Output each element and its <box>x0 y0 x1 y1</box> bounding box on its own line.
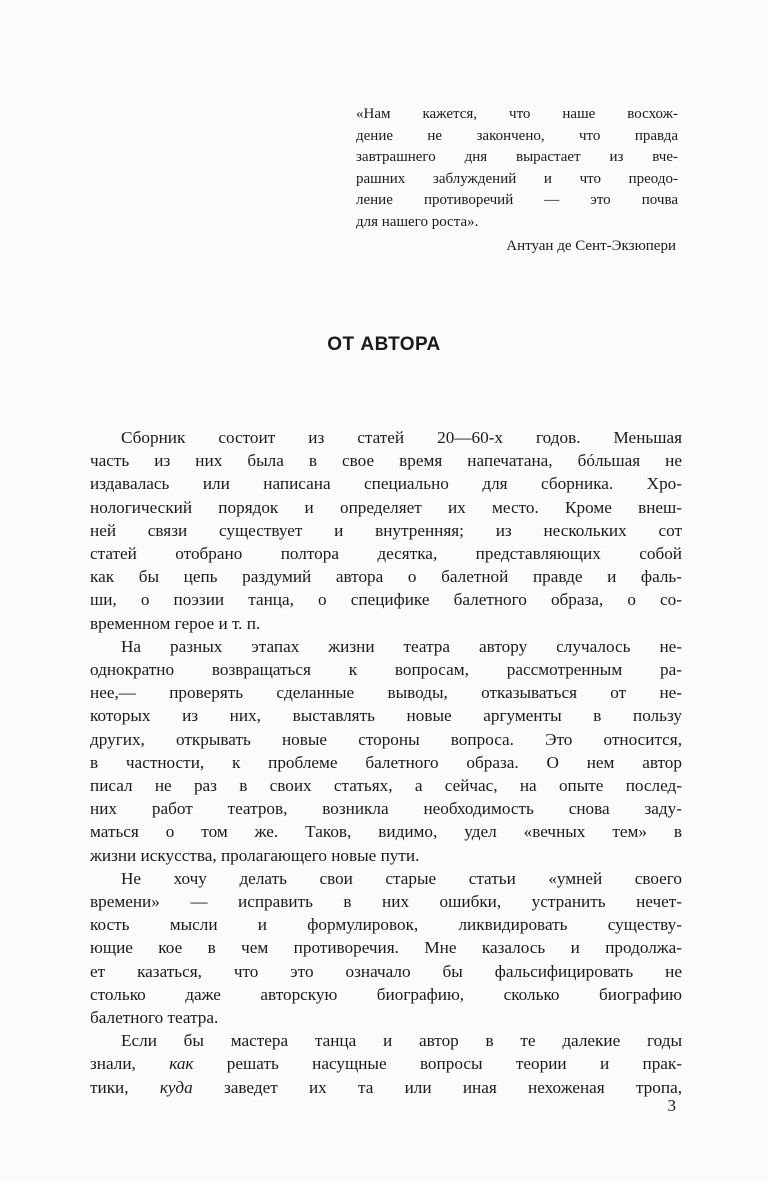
epigraph <box>356 104 678 233</box>
text-line: в частности, к проблеме балетного образа. О нем автор <box>90 752 682 772</box>
text-run: знали, <box>90 1054 170 1074</box>
text-line: Не хочу делать свои старые статьи «умней своего <box>121 868 682 888</box>
text-line: как бы цепь раздумий автора о балетной правде и фаль- <box>90 567 682 587</box>
text-line: На разных этапах жизни театра автору случалось не- <box>121 636 682 656</box>
paragraph <box>90 635 682 867</box>
epigraph-author: Антуан де Сент-Экзюпери <box>506 238 676 254</box>
paragraph <box>90 426 682 635</box>
epigraph-line: «Нам кажется, что наше восхож- <box>356 106 678 122</box>
text-line: которых из них, выставлять новые аргументы в пользу <box>90 706 682 726</box>
text-line: писал не раз в своих статьях, а сейчас, на опыте послед- <box>90 776 682 796</box>
text-line: других, открывать новые стороны вопроса. Это относится, <box>90 729 682 749</box>
text-line: ши, о поэзии танца, о специфике балетного образа, о со- <box>90 590 682 610</box>
text-line: жизни искусства, пролагающего новые пути. <box>90 845 420 865</box>
text-line: нее,— проверять сделанные выводы, отказываться от не- <box>90 683 682 703</box>
text-line <box>90 1052 682 1075</box>
text-line: времени» — исправить в них ошибки, устранить нечет- <box>90 892 682 912</box>
text-line: кость мысли и формулировок, ликвидировать существу- <box>90 915 682 935</box>
page-number: 3 <box>667 1096 676 1115</box>
text-line: временном герое и т. п. <box>90 613 261 633</box>
paragraph <box>90 1029 682 1099</box>
text-line: часть из них была в свое время напечатана, бóльшая не <box>90 451 682 471</box>
epigraph-line: завтрашнего дня вырастает из вче- <box>356 149 678 165</box>
text-line: однократно возвращаться к вопросам, рассмотренным ра- <box>90 660 682 680</box>
text-line: нологический порядок и определяет их место. Кроме внеш- <box>90 497 682 517</box>
text-line: ющие кое в чем противоречия. Мне казалось и продолжа- <box>90 938 682 958</box>
text-line: ет казаться, что это означало бы фальсифицировать не <box>90 961 682 981</box>
body-text <box>90 426 682 1099</box>
epigraph-line: ление противоречий — это почва <box>356 192 678 208</box>
text-line: маться о том же. Таков, видимо, удел «вечных тем» в <box>90 822 682 842</box>
text-line: столько даже авторскую биографию, сколько биографию <box>90 984 682 1004</box>
epigraph-line: рашних заблуждений и что преодо- <box>356 170 678 187</box>
text-line: статей отобрано полтора десятка, представляющих собой <box>90 544 682 564</box>
paragraph <box>90 867 682 1029</box>
italic-word: куда <box>159 1077 193 1097</box>
text-line: издавалась или написана специально для сборника. Хро- <box>90 474 682 494</box>
page-title: ОТ АВТОРА <box>327 334 441 355</box>
epigraph-line: дение не закончено, что правда <box>356 127 678 144</box>
text-line: них работ театров, возникла необходимость снова заду- <box>90 799 682 819</box>
epigraph-line: для нашего роста». <box>356 213 479 230</box>
italic-word: как <box>169 1054 194 1074</box>
text-run: тики, <box>90 1077 160 1097</box>
text-line: балетного театра. <box>90 1008 219 1028</box>
text-line: Если бы мастера танца и автор в те далекие годы <box>121 1031 682 1051</box>
text-run: заведет их та или иная нехоженая тропа, <box>192 1077 682 1097</box>
text-line: ней связи существует и внутренняя; из нескольких сот <box>90 520 682 540</box>
text-run: решать насущные вопросы теории и прак- <box>193 1054 683 1074</box>
text-line: Сборник состоит из статей 20—60-х годов. Меньшая <box>121 428 682 447</box>
text-line <box>90 1076 682 1099</box>
